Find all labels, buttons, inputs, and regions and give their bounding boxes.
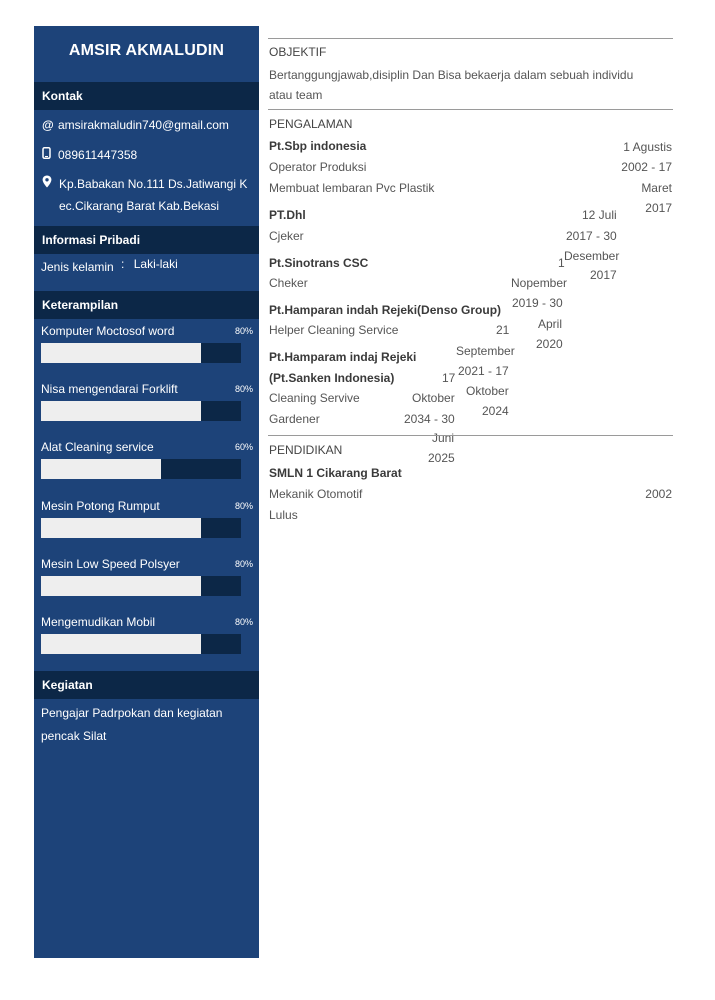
job-company: Pt.Hamparam indaj Rejeki <box>269 350 417 364</box>
job-date: 2019 - 30 <box>512 296 563 310</box>
skill-bar-fill <box>41 459 161 479</box>
job-date: 2002 - 17 <box>621 160 672 174</box>
job-date: Nopember <box>511 276 568 290</box>
job-company: Pt.Sinotrans CSC <box>269 256 369 270</box>
job-date: Juni <box>432 431 455 445</box>
address-row <box>42 173 258 217</box>
job-role: Helper Cleaning Service <box>269 323 399 337</box>
main-content <box>268 38 673 538</box>
job-date: 2017 <box>590 268 617 282</box>
skill-bar <box>41 518 241 538</box>
job-date: 2017 - 30 <box>566 229 617 243</box>
job-company: Pt.Sbp indonesia <box>269 139 367 153</box>
gender-sep: : <box>121 257 125 271</box>
job-date: 2034 - 30 <box>404 412 455 426</box>
skill-label: Alat Cleaning service <box>41 440 154 454</box>
job-date: September <box>456 344 515 358</box>
job-company: PT.Dhl <box>269 208 306 222</box>
job-date: Maret <box>641 181 672 195</box>
education-heading: PENDIDIKAN <box>269 443 343 457</box>
skill-bar-fill <box>41 401 201 421</box>
job-role: Operator Produksi <box>269 160 367 174</box>
skill-percent: 80% <box>234 617 253 627</box>
email-row[interactable] <box>42 118 229 132</box>
skill-bar <box>41 459 241 479</box>
job-date: Oktober <box>466 384 509 398</box>
gender-label: Jenis kelamin <box>41 260 114 274</box>
job-date: 2021 - 17 <box>458 364 509 378</box>
skill-bar-fill <box>41 634 201 654</box>
school-year: 2002 <box>645 487 672 501</box>
skill-percent: 80% <box>234 384 253 394</box>
divider <box>268 38 673 39</box>
job-date: 17 <box>442 371 456 385</box>
phone-row[interactable] <box>42 147 137 162</box>
divider <box>268 435 673 436</box>
job-date: Desember <box>564 249 620 263</box>
skill-percent: 80% <box>234 326 253 336</box>
job-role: Cheker <box>269 276 308 290</box>
job-date: 1 Agustis <box>623 140 672 154</box>
personal-info-heading: Informasi Pribadi <box>34 226 259 254</box>
skill-label: Mengemudikan Mobil <box>41 615 156 629</box>
contact-heading: Kontak <box>34 82 259 110</box>
activities-text: Pengajar Padrpokan dan kegiatan pencak Silat <box>41 706 223 743</box>
skill-bar-fill <box>41 576 201 596</box>
skill-percent: 60% <box>234 442 253 452</box>
job-role: Gardener <box>269 412 320 426</box>
at-icon: @ <box>42 118 54 132</box>
job-date: 12 Juli <box>582 208 617 222</box>
job-date: Oktober <box>412 391 455 405</box>
experience-heading: PENGALAMAN <box>269 117 353 131</box>
job-description: Membuat lembaran Pvc Plastik <box>269 181 435 195</box>
skill-label: Komputer Moctosof word <box>41 324 175 338</box>
objective-line-2: atau team <box>269 88 323 102</box>
divider <box>268 109 673 110</box>
gender-value: Laki-laki <box>133 257 178 271</box>
location-pin-icon <box>42 173 58 195</box>
job-date: 2025 <box>428 451 455 465</box>
job-date: 2017 <box>645 201 672 215</box>
skill-bar-fill <box>41 343 201 363</box>
address-line-1: Kp.Babakan No.111 Ds.Jatiwangi K <box>59 177 248 191</box>
objective-heading: OBJEKTIF <box>269 45 327 59</box>
job-date: 2024 <box>482 404 509 418</box>
skill-bar <box>41 401 241 421</box>
job-date: 2020 <box>536 337 563 351</box>
job-company: (Pt.Sanken Indonesia) <box>269 371 395 385</box>
job-role: Cjeker <box>269 229 304 243</box>
skill-label: Mesin Low Speed Polsyer <box>41 557 180 571</box>
address-line-2: ec.Cikarang Barat Kab.Bekasi <box>59 199 220 213</box>
sidebar <box>34 26 259 958</box>
skills-heading: Keterampilan <box>34 291 259 319</box>
skill-label: Mesin Potong Rumput <box>41 499 160 513</box>
job-date: 21 <box>496 323 510 337</box>
full-name: AMSIR AKMALUDIN <box>68 42 225 59</box>
skill-percent: 80% <box>234 501 253 511</box>
gender-row <box>41 257 178 274</box>
job-date: April <box>538 317 563 331</box>
skill-label: Nisa mengendarai Forklift <box>41 382 178 396</box>
phone-text: 089611447358 <box>58 148 138 162</box>
school-major: Mekanik Otomotif <box>269 487 363 501</box>
skill-bar <box>41 343 241 363</box>
job-role: Cleaning Servive <box>269 391 360 405</box>
skill-percent: 80% <box>234 559 253 569</box>
skill-bar <box>41 576 241 596</box>
objective-line-1: Bertanggungjawab,disiplin Dan Bisa bekaerja dalam sebuah individu <box>269 68 634 82</box>
phone-icon <box>42 147 58 162</box>
activities-heading: Kegiatan <box>34 671 259 699</box>
job-date: 1 <box>558 256 565 270</box>
school-name: SMLN 1 Cikarang Barat <box>269 466 402 480</box>
skill-bar <box>41 634 241 654</box>
skill-bar-fill <box>41 518 201 538</box>
email-text: amsirakmaludin740@gmail.com <box>58 118 229 132</box>
school-status: Lulus <box>269 508 298 522</box>
job-company: Pt.Hamparan indah Rejeki(Denso Group) <box>269 303 502 317</box>
